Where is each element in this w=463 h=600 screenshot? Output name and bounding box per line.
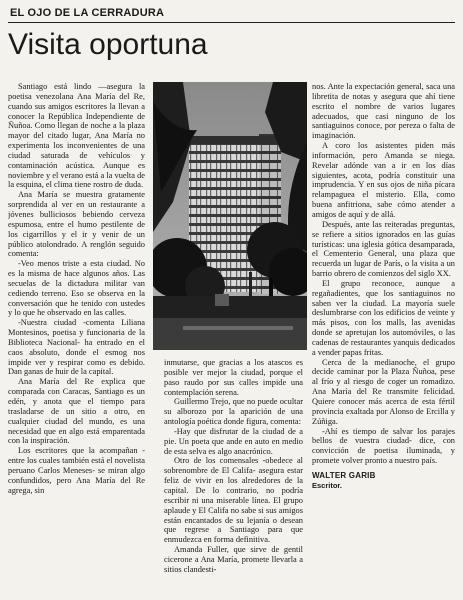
paragraph: A coro los asistentes piden más información, pero Amanda se niega. Revelar adónde van a ir en los días siguientes, acota, podría constituir una imprudencia. Y en sus ojos de niña pícara relampaguea el misterio. Ella, como buena anfitriona, sabe cómo atender a amigos de aquí y de allá. [312,141,455,219]
city-building-photo [153,82,307,350]
article-column-1 [8,82,145,592]
paragraph: Los escritores que la acompañan -entre los cuales también está el novelista peruano Carlos Meneses- se miran algo confundidos, pero Ana María del Re agrega, sin [8,446,145,495]
paragraph: inmutarse, que gracias a los atascos es posible ver mejor la ciudad, porque el paso raudo por sus calles impide una contemplación serena. [164,358,303,397]
article-column-2 [164,358,303,592]
article-column-3 [312,82,455,592]
paragraph: Otro de los comensales -obedece al sobrenombre de El Califa- asegura estar feliz de vivir en los alrededores de la capital. De lo contrario, no podría escribir ni una miserable línea. El grupo aplaude y El Califa no sabe si sus amigos están encantados de su lejanía o desean que regrese a Santiago para que enmudezca en forma definitiva. [164,456,303,545]
paragraph: Amanda Fuller, que sirve de gentil cicerone a Ana María, promete llevarla a sitios clandesti- [164,545,303,574]
paragraph: Ana María del Re explica que comparada con Caracas, Santiago es un edén, y anota que el tiempo para trasladarse de un sitio a otro, en cualquier ciudad del mundo, es una necesidad que en algo está emparentada con la inspiración. [8,377,145,446]
photo-illustration [153,82,307,350]
paragraph: El grupo reconoce, aunque a regañadientes, que los santiaguinos no saben ver la ciudad. La mayoría suele deslumbrarse con los edificios de veinte y más pisos, con los malls, las avenidas donde se apretujan los automóviles, o las cadenas de restaurantes yanquis dedicados a vender papas fritas. [312,278,455,357]
paragraph: Después, ante las reiteradas preguntas, se refiere a sitios ignorados en las guías turísticas: una iglesia gótica desamparada, el Cementerio General, una plaza que recuerda un lugar de París, o la visita a un barrio obrero de comienzos del siglo XX. [312,219,455,279]
paragraph: -Veo menos triste a esta ciudad. No es la misma de hace algunos años. Las secuelas de la dictadura militar van cediendo terreno. Eso se observa en la conversación que he tenido con ustedes y lo que he observado en las calles. [8,259,145,318]
paragraph: -Ahí es tiempo de salvar los parajes bellos de vuestra ciudad- dice, con convicción de poetisa iluminada, y promete volver pronto a nuestro país. [312,426,455,466]
section-rule [8,22,455,23]
section-kicker: EL OJO DE LA CERRADURA [10,7,165,19]
paragraph: nos. Ante la expectación general, saca una libretita de notas y asegura que ahí tiene escrito el nombre de varios lugares adecuados, que casi ninguno de los santiaguinos conoce, por pereza o falta de imaginación. [312,82,455,141]
byline-name: WALTER GARIB [312,470,376,480]
byline-role: Escritor. [312,480,343,490]
paragraph: Santiago está lindo —asegura la poetisa venezolana Ana María del Re, cuando sus amigos escritores la llevan a conocer la República Independiente de Ñuñoa. Como llegan de noche a la plaza mayor del citado lugar, Ana María no experimenta los inconvenientes de una ciudad saturada de vehículos y contaminación acústica. Aunque es noviembre y el verano está a la vuelta de la esquina, el clima tiene rostro de duda. [8,82,145,190]
paragraph: -Nuestra ciudad -comenta Liliana Montesinos, poetisa y funcionaria de la Biblioteca Nacional- ha entrado en el caos absoluto, donde el esmog nos impide ver y respirar como es debido. Dan ganas de huir de la capital. [8,318,145,377]
headline: Visita oportuna [8,28,208,61]
paragraph: Guillermo Trejo, que no puede ocultar su alborozo por la aparición de una antología poética donde figura, comenta: [164,397,303,427]
paragraph: Cerca de la medianoche, el grupo decide caminar por la Plaza Ñuñoa, pese al frío y al riesgo de coger un romadizo. Ana María del Re transmite felicidad. Quiere conocer más acerca de esta fértil provincia exaltada por Alonso de Ercilla y Zúñiga. [312,357,455,426]
paragraph: Ana María se muestra gratamente sorprendida al ver en un restaurante a jóvenes bulliciosos bebiendo cerveza espumosa, entre el humo pestilente de los cigarrillos y el ir y venir de un público atolondrado. A renglón seguido comenta: [8,190,145,259]
paragraph: -Hay que disfrutar de la ciudad de a pie. Un poeta que ande en auto en medio de esta selva es algo anacrónico. [164,426,303,456]
